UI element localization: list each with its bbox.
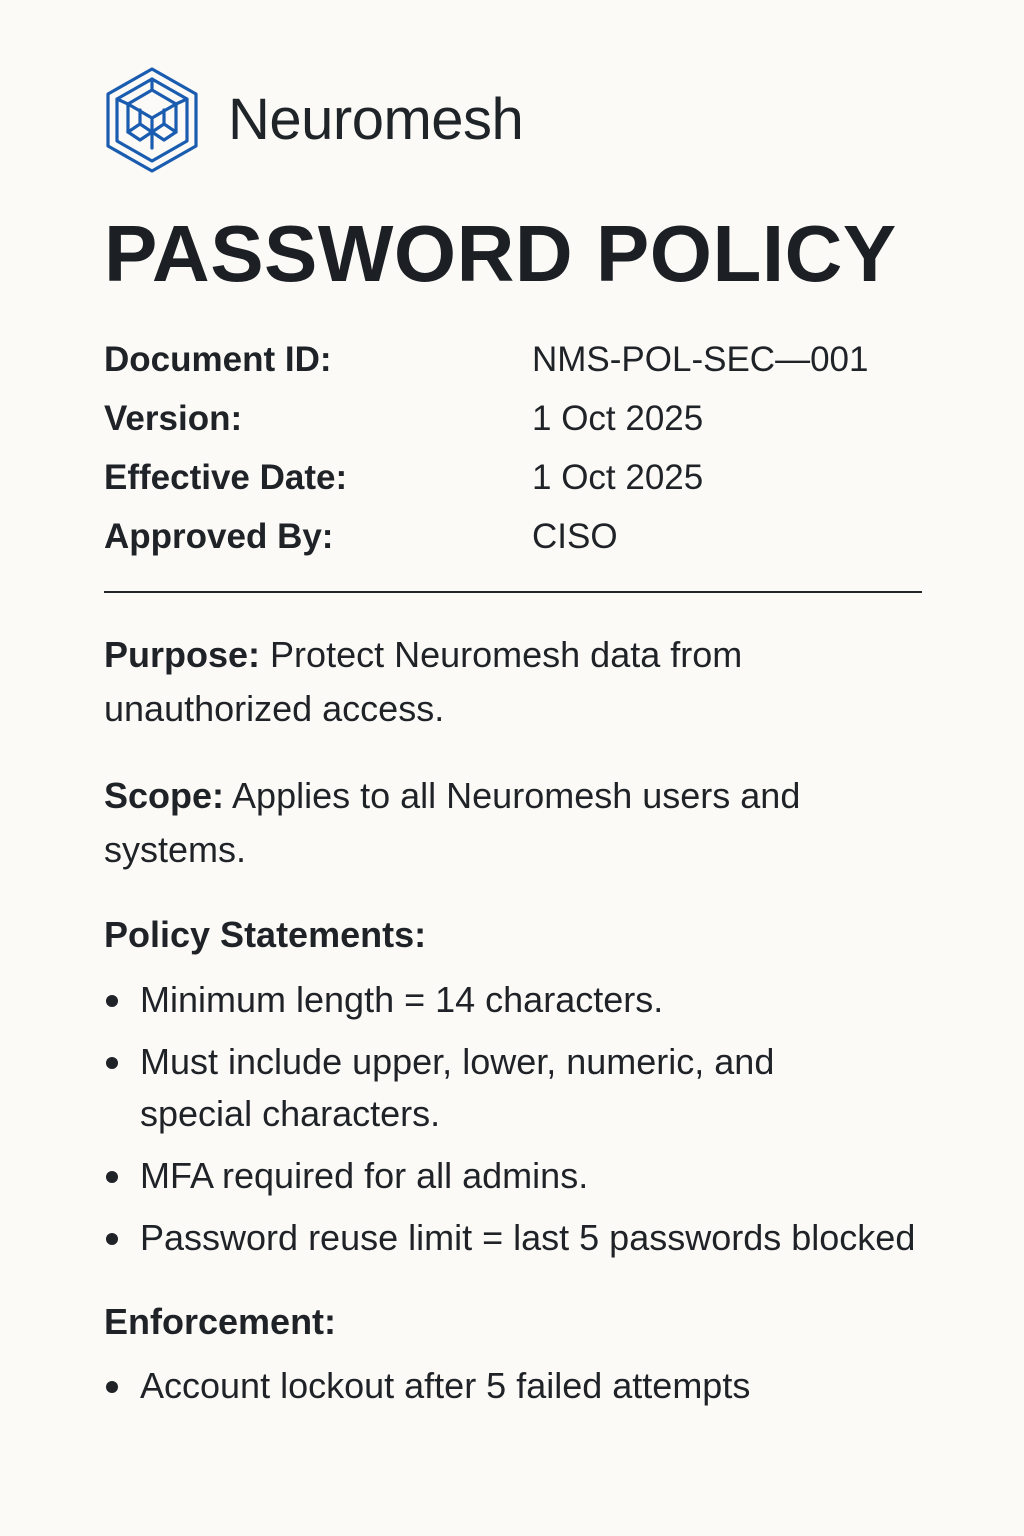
brand-name: Neuromesh [228, 87, 524, 152]
bullet-icon [104, 1360, 140, 1412]
list-item: Minimum length = 14 characters. [104, 974, 984, 1026]
document-title: PASSWORD POLICY [104, 209, 897, 298]
list-item: Password reuse limit = last 5 passwords blocked [104, 1212, 984, 1264]
bullet-icon [104, 1036, 140, 1088]
enforcement-list [104, 1360, 984, 1422]
document-metadata [104, 330, 924, 566]
policy-statements-heading: Policy Statements: [104, 914, 427, 955]
list-item: Must include upper, lower, numeric, and special characters. [104, 1036, 984, 1140]
section-divider [104, 591, 922, 593]
list-item: Account lockout after 5 failed attempts [104, 1360, 984, 1412]
bullet-icon [104, 974, 140, 1026]
enforcement-heading: Enforcement: [104, 1301, 337, 1342]
meta-row-document-id [104, 330, 924, 389]
meta-label: Approved By: [104, 516, 334, 556]
purpose-text: Protect Neuromesh data from unauthorized access. [104, 634, 743, 729]
bullet-icon [104, 1150, 140, 1202]
meta-value: 1 Oct 2025 [532, 457, 704, 497]
purpose-label: Purpose: [104, 634, 261, 675]
list-item: MFA required for all admins. [104, 1150, 984, 1202]
scope-label: Scope: [104, 775, 225, 816]
policy-statements-list [104, 974, 984, 1274]
meta-label: Effective Date: [104, 457, 348, 497]
meta-value: CISO [532, 516, 618, 556]
brand-header [104, 66, 523, 174]
meta-value: 1 Oct 2025 [532, 398, 704, 438]
meta-value: NMS-POL-SEC—001 [532, 339, 869, 379]
meta-label: Document ID: [104, 339, 332, 379]
purpose-paragraph [104, 628, 904, 736]
hexagonal-mesh-logo-icon [104, 66, 200, 174]
meta-row-version [104, 389, 924, 448]
meta-row-effective-date [104, 448, 924, 507]
meta-label: Version: [104, 398, 243, 438]
scope-text: Applies to all Neuromesh users and systems. [104, 775, 801, 870]
scope-paragraph [104, 769, 904, 877]
bullet-icon [104, 1212, 140, 1264]
meta-row-approved-by [104, 507, 924, 566]
